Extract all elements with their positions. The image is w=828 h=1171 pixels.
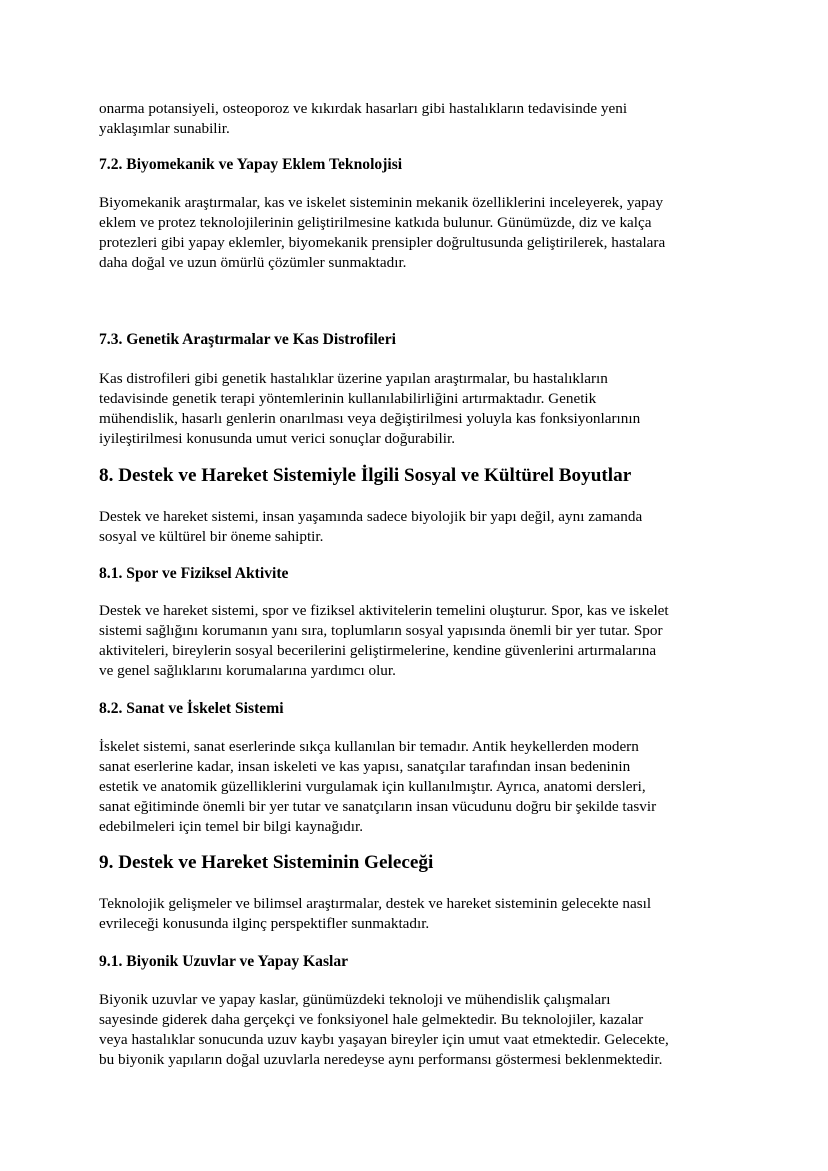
text-line: estetik ve anatomik güzelliklerini vurgulamak için kullanılmıştır. Ayrıca, anatomi dersleri, (99, 778, 646, 795)
heading-7-2: 7.2. Biyomekanik ve Yapay Eklem Teknolojisi (99, 156, 403, 173)
text-line: ve genel sağlıklarını korumalarına yardımcı olur. (99, 662, 396, 679)
text-line: sosyal ve kültürel bir öneme sahiptir. (99, 528, 324, 545)
paragraph-biyonik (99, 990, 669, 1070)
text-line: edebilmeleri için temel bir bilgi kaynağıdır. (99, 818, 364, 835)
heading-8-1: 8.1. Spor ve Fiziksel Aktivite (99, 565, 289, 582)
paragraph-osteoporoz (99, 99, 627, 139)
text-line: Biyonik uzuvlar ve yapay kaslar, günümüzdeki teknoloji ve mühendislik çalışmaları (99, 991, 611, 1008)
text-line: Teknolojik gelişmeler ve bilimsel araştırmalar, destek ve hareket sisteminin gelecekte nasıl (99, 895, 652, 912)
text-line: aktiviteleri, bireylerin sosyal becerilerini geliştirmelerine, kendine güvenlerini artırmalarına (99, 642, 657, 659)
heading-9-1: 9.1. Biyonik Uzuvlar ve Yapay Kaslar (99, 953, 349, 970)
text-line: veya hastalıklar sonucunda uzuv kaybı yaşayan bireyler için umut vaat etmektedir. Gelecekte, (99, 1031, 669, 1048)
paragraph-sanat (99, 737, 656, 837)
heading-8: 8. Destek ve Hareket Sistemiyle İlgili Sosyal ve Kültürel Boyutlar (99, 465, 632, 486)
text-line: Biyomekanik araştırmalar, kas ve iskelet sisteminin mekanik özelliklerini inceleyerek, yapay (99, 194, 664, 211)
paragraph-sosyal-kulturel (99, 507, 642, 547)
text-line: iyileştirilmesi konusunda umut verici sonuçlar doğurabilir. (99, 430, 456, 447)
paragraph-gelecek (99, 894, 651, 934)
text-line: tedavisinde genetik terapi yöntemlerinin kullanılabilirliğini artırmaktadır. Genetik (99, 390, 597, 407)
text-line: sistemi sağlığını korumanın yanı sıra, toplumların sosyal yapısında önemli bir yer tutar. Spor (99, 622, 663, 639)
text-line: onarma potansiyeli, osteoporoz ve kıkırdak hasarları gibi hastalıkların tedavisinde yeni (99, 100, 628, 117)
heading-9: 9. Destek ve Hareket Sisteminin Geleceği (99, 852, 434, 873)
text-line: sanat eğitiminde önemli bir yer tutar ve sanatçıların insan vücudunu doğru bir şekilde tasvir (99, 798, 657, 815)
paragraph-genetik (99, 369, 640, 449)
text-line: eklem ve protez teknolojilerinin geliştirilmesine katkıda bulunur. Günümüzde, diz ve kalça (99, 214, 652, 231)
paragraph-biyomekanik (99, 193, 665, 273)
text-line: daha doğal ve uzun ömürlü çözümler sunmaktadır. (99, 254, 407, 271)
text-line: Destek ve hareket sistemi, spor ve fiziksel aktivitelerin temelini oluşturur. Spor, kas ve iskelet (99, 602, 669, 619)
text-line: protezleri gibi yapay eklemler, biyomekanik prensipler doğrultusunda geliştirilerek, hastalara (99, 234, 666, 251)
text-line: sanat eserlerine kadar, insan iskeleti ve kas yapısı, sanatçılar tarafından insan bedeninin (99, 758, 631, 775)
text-line: Destek ve hareket sistemi, insan yaşamında sadece biyolojik bir yapı değil, aynı zamanda (99, 508, 643, 525)
text-line: sayesinde giderek daha gerçekçi ve fonksiyonel hale gelmektedir. Bu teknolojiler, kazalar (99, 1011, 644, 1028)
paragraph-spor (99, 601, 669, 681)
heading-7-3: 7.3. Genetik Araştırmalar ve Kas Distrofileri (99, 331, 396, 348)
text-line: Kas distrofileri gibi genetik hastalıklar üzerine yapılan araştırmalar, bu hastalıkların (99, 370, 608, 387)
text-line: yaklaşımlar sunabilir. (99, 120, 230, 137)
text-line: bu biyonik yapıların doğal uzuvlarla neredeyse aynı performansı göstermesi beklenmektedir. (99, 1051, 663, 1068)
text-line: İskelet sistemi, sanat eserlerinde sıkça kullanılan bir temadır. Antik heykellerden modern (99, 738, 639, 755)
text-line: mühendislik, hasarlı genlerin onarılması veya değiştirilmesi yoluyla kas fonksiyonlarının (99, 410, 641, 427)
text-line: evrileceği konusunda ilginç perspektifler sunmaktadır. (99, 915, 430, 932)
heading-8-2: 8.2. Sanat ve İskelet Sistemi (99, 700, 284, 717)
